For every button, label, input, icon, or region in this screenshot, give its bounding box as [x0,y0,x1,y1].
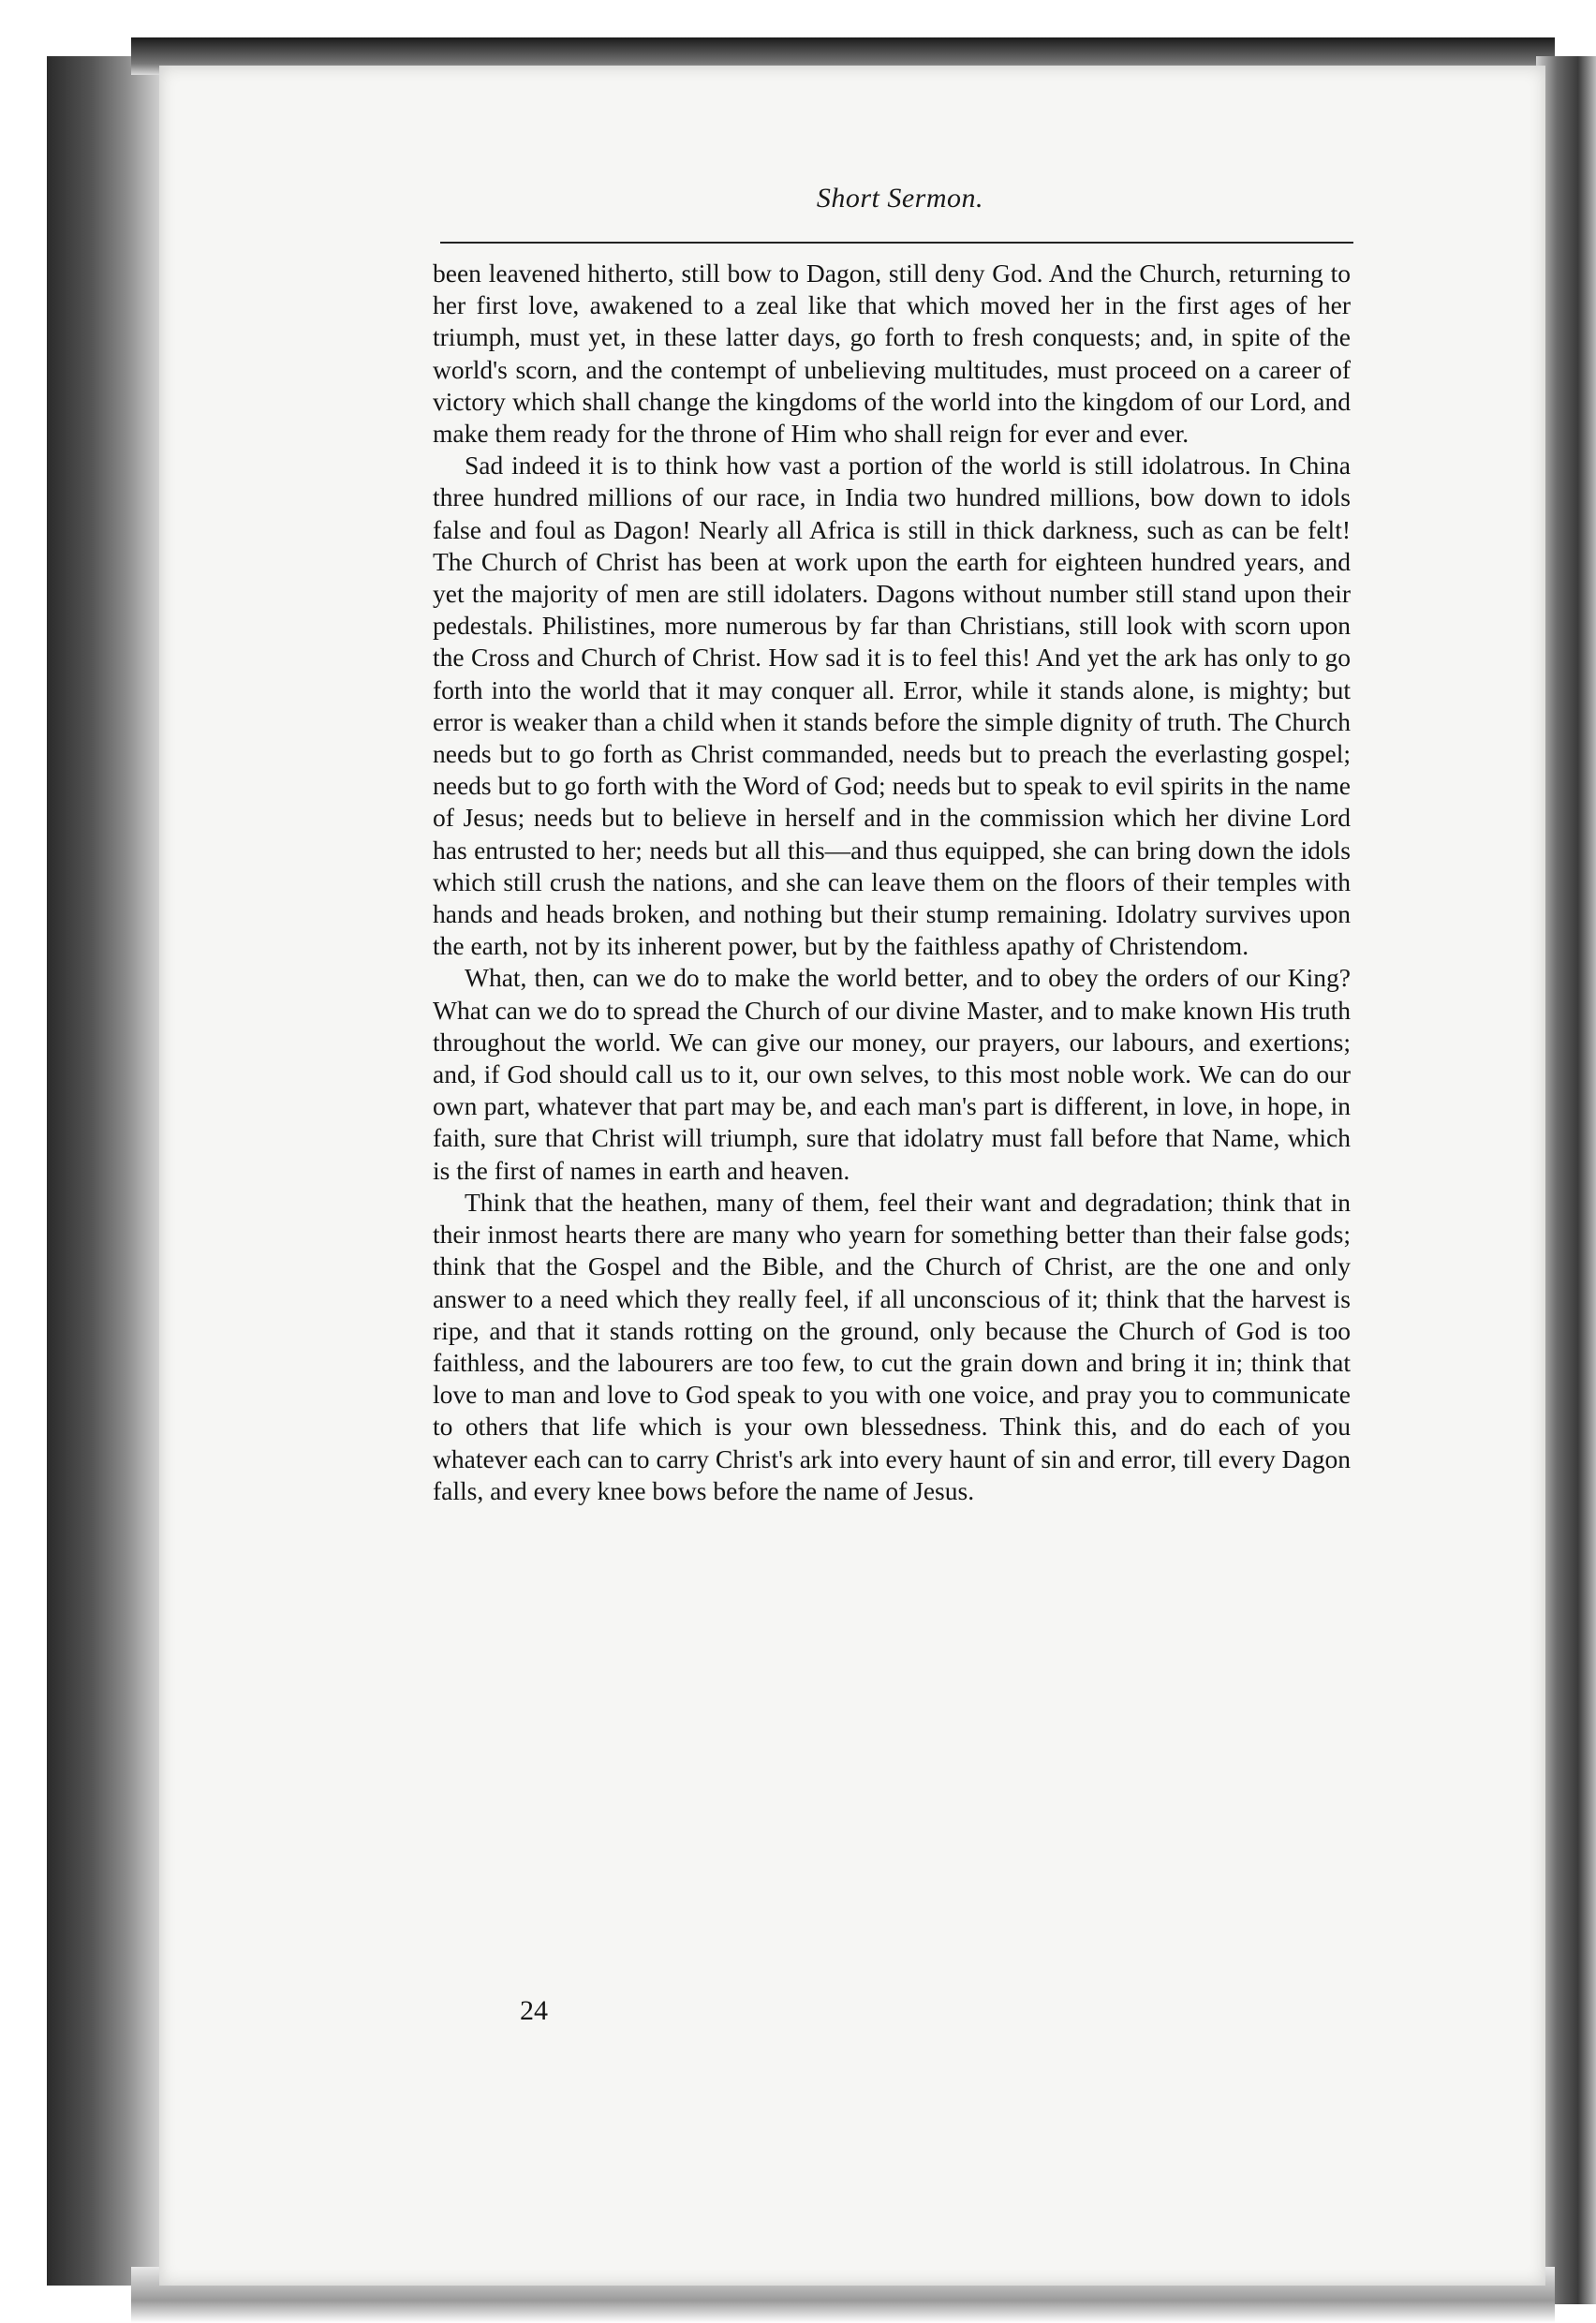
paragraph-3: What, then, can we do to make the world better, and to obey the orders of our King? What can we do to spread the Church of our divine Master, and to make known His truth throughout the world. We can give our money, our prayers, our labours, and exertions; and, if God should call us to it, our own selves, to this most noble work. We can do our own part, whatever that part may be, and each man's part is different, in love, in hope, in faith, sure that Christ will triumph, sure that idolatry must fall before that Name, which is the first of names in earth and heaven. [433,963,1351,1185]
paragraph-4: Think that the heathen, many of them, feel their want and degradation; think that in their inmost hearts there are many who yearn for something better than their false gods; think that the Gospel and the Bible, and the Church of Christ, are the one and only answer to a need which they really feel, if all unconscious of it; think that the harvest is ripe, and that it stands rotting on the ground, only because the Church of God is too faithless, and the labourers are too few, to cut the grain down and bring it in; think that love to man and love to God speak to you with one voice, and pray you to communicate to others that life which is your own blessedness. Think this, and do each of you whatever each can to carry Christ's ark into every haunt of sin and error, till every Dagon falls, and every knee bows before the name of Jesus. [433,1187,1351,1505]
paragraph-1: been leavened hitherto, still bow to Dagon, still deny God. And the Church, returning to her first love, awakened to a zeal like that which moved her in the first ages of her triumph, must yet, in these latter days, go forth to fresh conquests; and, in spite of the world's scorn, and the contempt of unbelieving multitudes, must proceed on a career of victory which shall change the kingdoms of the world into the kingdom of our Lord, and make them ready for the throne of Him who shall reign for ever and ever. [433,259,1351,449]
header-rule [440,242,1353,244]
paragraph-2: Sad indeed it is to think how vast a portion of the world is still idolatrous. In China three hundred millions of our race, in India two hundred millions, bow down to idols false and foul as Dagon! Nearly all Africa is still in thick darkness, such as can be felt! The Church of Christ has been at work upon the earth for eighteen hundred years, and yet the majority of men are still idolaters. Dagons without number still stand upon their pedestals. Philistines, more numerous by far than Christians, still look with scorn upon the Cross and Church of Christ. How sad it is to feel this! And yet the ark has only to go forth into the world that it may conquer all. Error, while it stands alone, is mighty; but error is weaker than a child when it stands before the simple dignity of truth. The Church needs but to go forth as Christ commanded, needs but to preach the everlasting gospel; needs but to go forth with the Word of God; needs but to speak to evil spirits in the name of Jesus; needs but to believe in herself and in the commission which her divine Lord has entrusted to her; needs but all this—and thus equipped, she can bring down the idols which still crush the nations, and she can leave them on the floors of their temples with hands and heads broken, and nothing but their stump remaining. Idolatry survives upon the earth, not by its inherent power, but by the faithless apathy of Christendom. [433,451,1351,961]
sermon-text [433,258,1351,1507]
page-number: 24 [520,1995,548,2026]
scan-edge-left [47,56,159,2286]
running-head: Short Sermon. [816,183,983,214]
